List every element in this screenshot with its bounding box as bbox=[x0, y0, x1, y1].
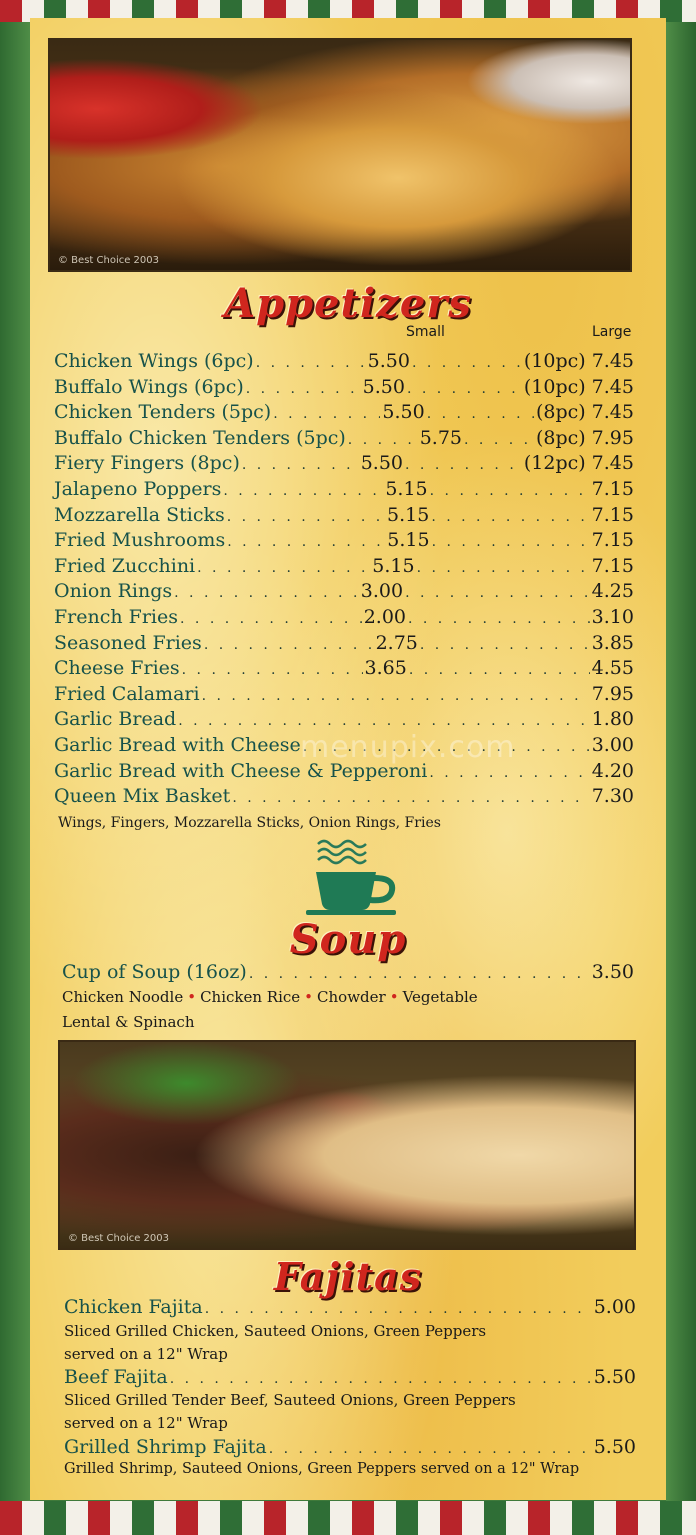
coffee-cup-icon bbox=[300, 838, 400, 918]
appetizer-row bbox=[54, 452, 634, 478]
item-name: Fiery Fingers (8pc) bbox=[54, 452, 240, 475]
large-quantity: (8pc) bbox=[535, 401, 586, 424]
fajita-description: Sliced Grilled Chicken, Sauteed Onions, Green Peppers bbox=[64, 1322, 487, 1340]
item-name: Buffalo Chicken Tenders (5pc) bbox=[54, 426, 346, 449]
large-column-label: Large bbox=[592, 324, 632, 340]
soup-varieties-line2: Lental & Spinach bbox=[62, 1013, 195, 1031]
appetizer-row bbox=[54, 606, 634, 632]
leader-dots bbox=[204, 637, 374, 653]
leader-dots bbox=[429, 765, 589, 781]
leader-dots bbox=[273, 406, 380, 422]
fajitas-heading: Fajitas bbox=[273, 1254, 423, 1299]
large-price: 7.45 bbox=[591, 350, 634, 372]
large-price: 7.15 bbox=[591, 529, 634, 552]
leader-dots bbox=[348, 432, 418, 448]
large-price: 7.15 bbox=[591, 503, 634, 526]
appetizers-heading: Appetizers bbox=[224, 280, 472, 327]
large-price: 1.80 bbox=[591, 708, 634, 731]
item-name: Fried Zucchini bbox=[54, 554, 196, 577]
large-price: 7.30 bbox=[591, 785, 634, 808]
item-price: 5.50 bbox=[593, 1436, 636, 1458]
item-name: Garlic Bread with Cheese bbox=[54, 734, 301, 756]
small-price: 5.15 bbox=[387, 529, 430, 552]
item-name: Cup of Soup (16oz) bbox=[62, 961, 247, 983]
item-name: Fried Calamari bbox=[54, 682, 200, 705]
appetizer-row bbox=[54, 529, 634, 555]
large-price: 7.45 bbox=[591, 452, 634, 475]
small-price: 2.75 bbox=[375, 631, 418, 654]
appetizer-row bbox=[54, 632, 634, 658]
appetizer-row bbox=[54, 350, 634, 376]
item-name: Fried Mushrooms bbox=[54, 529, 226, 552]
bullet-icon: • bbox=[187, 988, 197, 1006]
leader-dots bbox=[431, 509, 589, 525]
large-price: 3.85 bbox=[591, 631, 634, 654]
small-price: 5.50 bbox=[382, 401, 425, 424]
item-name: Queen Mix Basket bbox=[54, 785, 231, 808]
appetizer-row bbox=[54, 657, 634, 683]
item-price: 5.00 bbox=[593, 1296, 636, 1318]
item-name: French Fries bbox=[54, 606, 179, 628]
fajita-description: served on a 12" Wrap bbox=[64, 1414, 228, 1432]
leader-dots bbox=[430, 483, 590, 499]
small-column-label: Small bbox=[406, 324, 445, 340]
leader-dots bbox=[409, 662, 590, 678]
appetizer-row bbox=[54, 683, 634, 709]
small-price: 2.00 bbox=[363, 606, 406, 628]
leader-dots bbox=[197, 560, 370, 576]
appetizer-row bbox=[54, 427, 634, 453]
leader-dots bbox=[170, 1371, 592, 1387]
item-name: Mozzarella Sticks bbox=[54, 503, 225, 526]
leader-dots bbox=[227, 534, 385, 550]
leader-dots bbox=[242, 457, 359, 473]
item-name: Chicken Fajita bbox=[64, 1296, 203, 1318]
large-price: 7.95 bbox=[591, 426, 634, 449]
item-name: Garlic Bread bbox=[54, 708, 177, 731]
photo-credit: © Best Choice 2003 bbox=[58, 255, 159, 266]
appetizer-row bbox=[54, 401, 634, 427]
large-price: 7.15 bbox=[591, 554, 634, 577]
item-name: Beef Fajita bbox=[64, 1366, 168, 1388]
leader-dots bbox=[269, 1441, 592, 1457]
fajita-row bbox=[64, 1366, 636, 1392]
item-price: 3.50 bbox=[591, 961, 634, 983]
item-name: Onion Rings bbox=[54, 580, 173, 603]
leader-dots bbox=[256, 355, 366, 371]
large-price: 3.10 bbox=[591, 606, 634, 628]
small-price: 3.00 bbox=[360, 580, 404, 603]
item-name: Seasoned Fries bbox=[54, 631, 202, 654]
leader-dots bbox=[432, 534, 590, 550]
appetizer-row bbox=[54, 478, 634, 504]
bottom-stripe-border bbox=[0, 1501, 696, 1535]
small-price: 5.50 bbox=[367, 350, 410, 372]
leader-dots bbox=[232, 790, 589, 806]
leader-dots bbox=[246, 381, 361, 397]
large-price: 4.25 bbox=[591, 580, 634, 603]
appetizer-row bbox=[54, 555, 634, 581]
small-price: 5.75 bbox=[419, 426, 463, 449]
item-name: Garlic Bread with Cheese & Pepperoni bbox=[54, 759, 428, 782]
leader-dots bbox=[417, 560, 590, 576]
leader-dots bbox=[412, 355, 522, 371]
large-price: 7.45 bbox=[591, 375, 634, 398]
fajita-description: Sliced Grilled Tender Beef, Sauteed Onions, Green Peppers bbox=[64, 1391, 516, 1409]
item-name: Grilled Shrimp Fajita bbox=[64, 1436, 267, 1458]
large-quantity: (10pc) bbox=[523, 375, 586, 398]
large-price: 4.20 bbox=[591, 759, 634, 782]
leader-dots bbox=[464, 432, 534, 448]
bullet-icon: • bbox=[304, 988, 314, 1006]
appetizer-row bbox=[54, 504, 634, 530]
leader-dots bbox=[182, 662, 363, 678]
small-price: 5.15 bbox=[387, 503, 430, 526]
large-price: 7.15 bbox=[591, 478, 634, 500]
soup-variety: Chicken Noodle bbox=[62, 988, 184, 1006]
small-price: 5.15 bbox=[372, 554, 415, 577]
item-name: Cheese Fries bbox=[54, 657, 180, 680]
leader-dots bbox=[407, 381, 522, 397]
leader-dots bbox=[205, 1301, 592, 1317]
fajita-photo bbox=[58, 1040, 636, 1250]
leader-dots bbox=[420, 637, 590, 653]
small-price: 5.15 bbox=[385, 478, 428, 500]
right-border bbox=[666, 0, 696, 1535]
watermark: menupix.com bbox=[300, 730, 516, 765]
fajita-description: served on a 12" Wrap bbox=[64, 1345, 228, 1363]
bullet-icon: • bbox=[389, 988, 399, 1006]
small-price: 5.50 bbox=[360, 452, 404, 475]
basket-description: Wings, Fingers, Mozzarella Sticks, Onion Rings, Fries bbox=[58, 815, 441, 831]
fajita-row bbox=[64, 1436, 636, 1462]
left-border bbox=[0, 0, 30, 1535]
leader-dots bbox=[427, 406, 534, 422]
item-price: 5.50 bbox=[593, 1366, 636, 1388]
leader-dots bbox=[174, 585, 359, 601]
item-name: Jalapeno Poppers bbox=[54, 478, 222, 500]
large-price: 4.55 bbox=[591, 657, 634, 680]
item-name: Chicken Tenders (5pc) bbox=[54, 401, 272, 424]
soup-variety: Chowder bbox=[317, 988, 386, 1006]
leader-dots bbox=[408, 611, 590, 627]
large-quantity: (10pc) bbox=[523, 350, 586, 372]
large-price: 3.00 bbox=[591, 734, 634, 756]
small-price: 3.65 bbox=[364, 657, 407, 680]
appetizer-row bbox=[54, 785, 634, 811]
soup-heading: Soup bbox=[289, 916, 407, 963]
large-price: 7.45 bbox=[591, 401, 634, 424]
appetizer-row bbox=[54, 376, 634, 402]
large-quantity: (12pc) bbox=[523, 452, 586, 475]
leader-dots bbox=[405, 585, 590, 601]
item-name: Buffalo Wings (6pc) bbox=[54, 375, 244, 398]
leader-dots bbox=[178, 713, 589, 729]
leader-dots bbox=[202, 688, 590, 704]
small-price: 5.50 bbox=[362, 375, 405, 398]
soup-variety: Chicken Rice bbox=[200, 988, 301, 1006]
item-name: Chicken Wings (6pc) bbox=[54, 350, 254, 372]
fajita-description: Grilled Shrimp, Sauteed Onions, Green Peppers served on a 12" Wrap bbox=[64, 1461, 580, 1477]
large-quantity: (8pc) bbox=[535, 426, 586, 449]
fajita-row bbox=[64, 1296, 636, 1322]
soup-varieties bbox=[62, 988, 652, 1006]
leader-dots bbox=[227, 509, 385, 525]
photo-credit: © Best Choice 2003 bbox=[68, 1233, 169, 1244]
leader-dots bbox=[249, 966, 590, 982]
leader-dots bbox=[223, 483, 383, 499]
leader-dots bbox=[180, 611, 362, 627]
large-price: 7.95 bbox=[591, 682, 634, 705]
soup-variety: Vegetable bbox=[402, 988, 478, 1006]
appetizer-photo bbox=[48, 38, 632, 272]
appetizer-row bbox=[54, 580, 634, 606]
leader-dots bbox=[405, 457, 522, 473]
soup-row bbox=[62, 961, 634, 987]
